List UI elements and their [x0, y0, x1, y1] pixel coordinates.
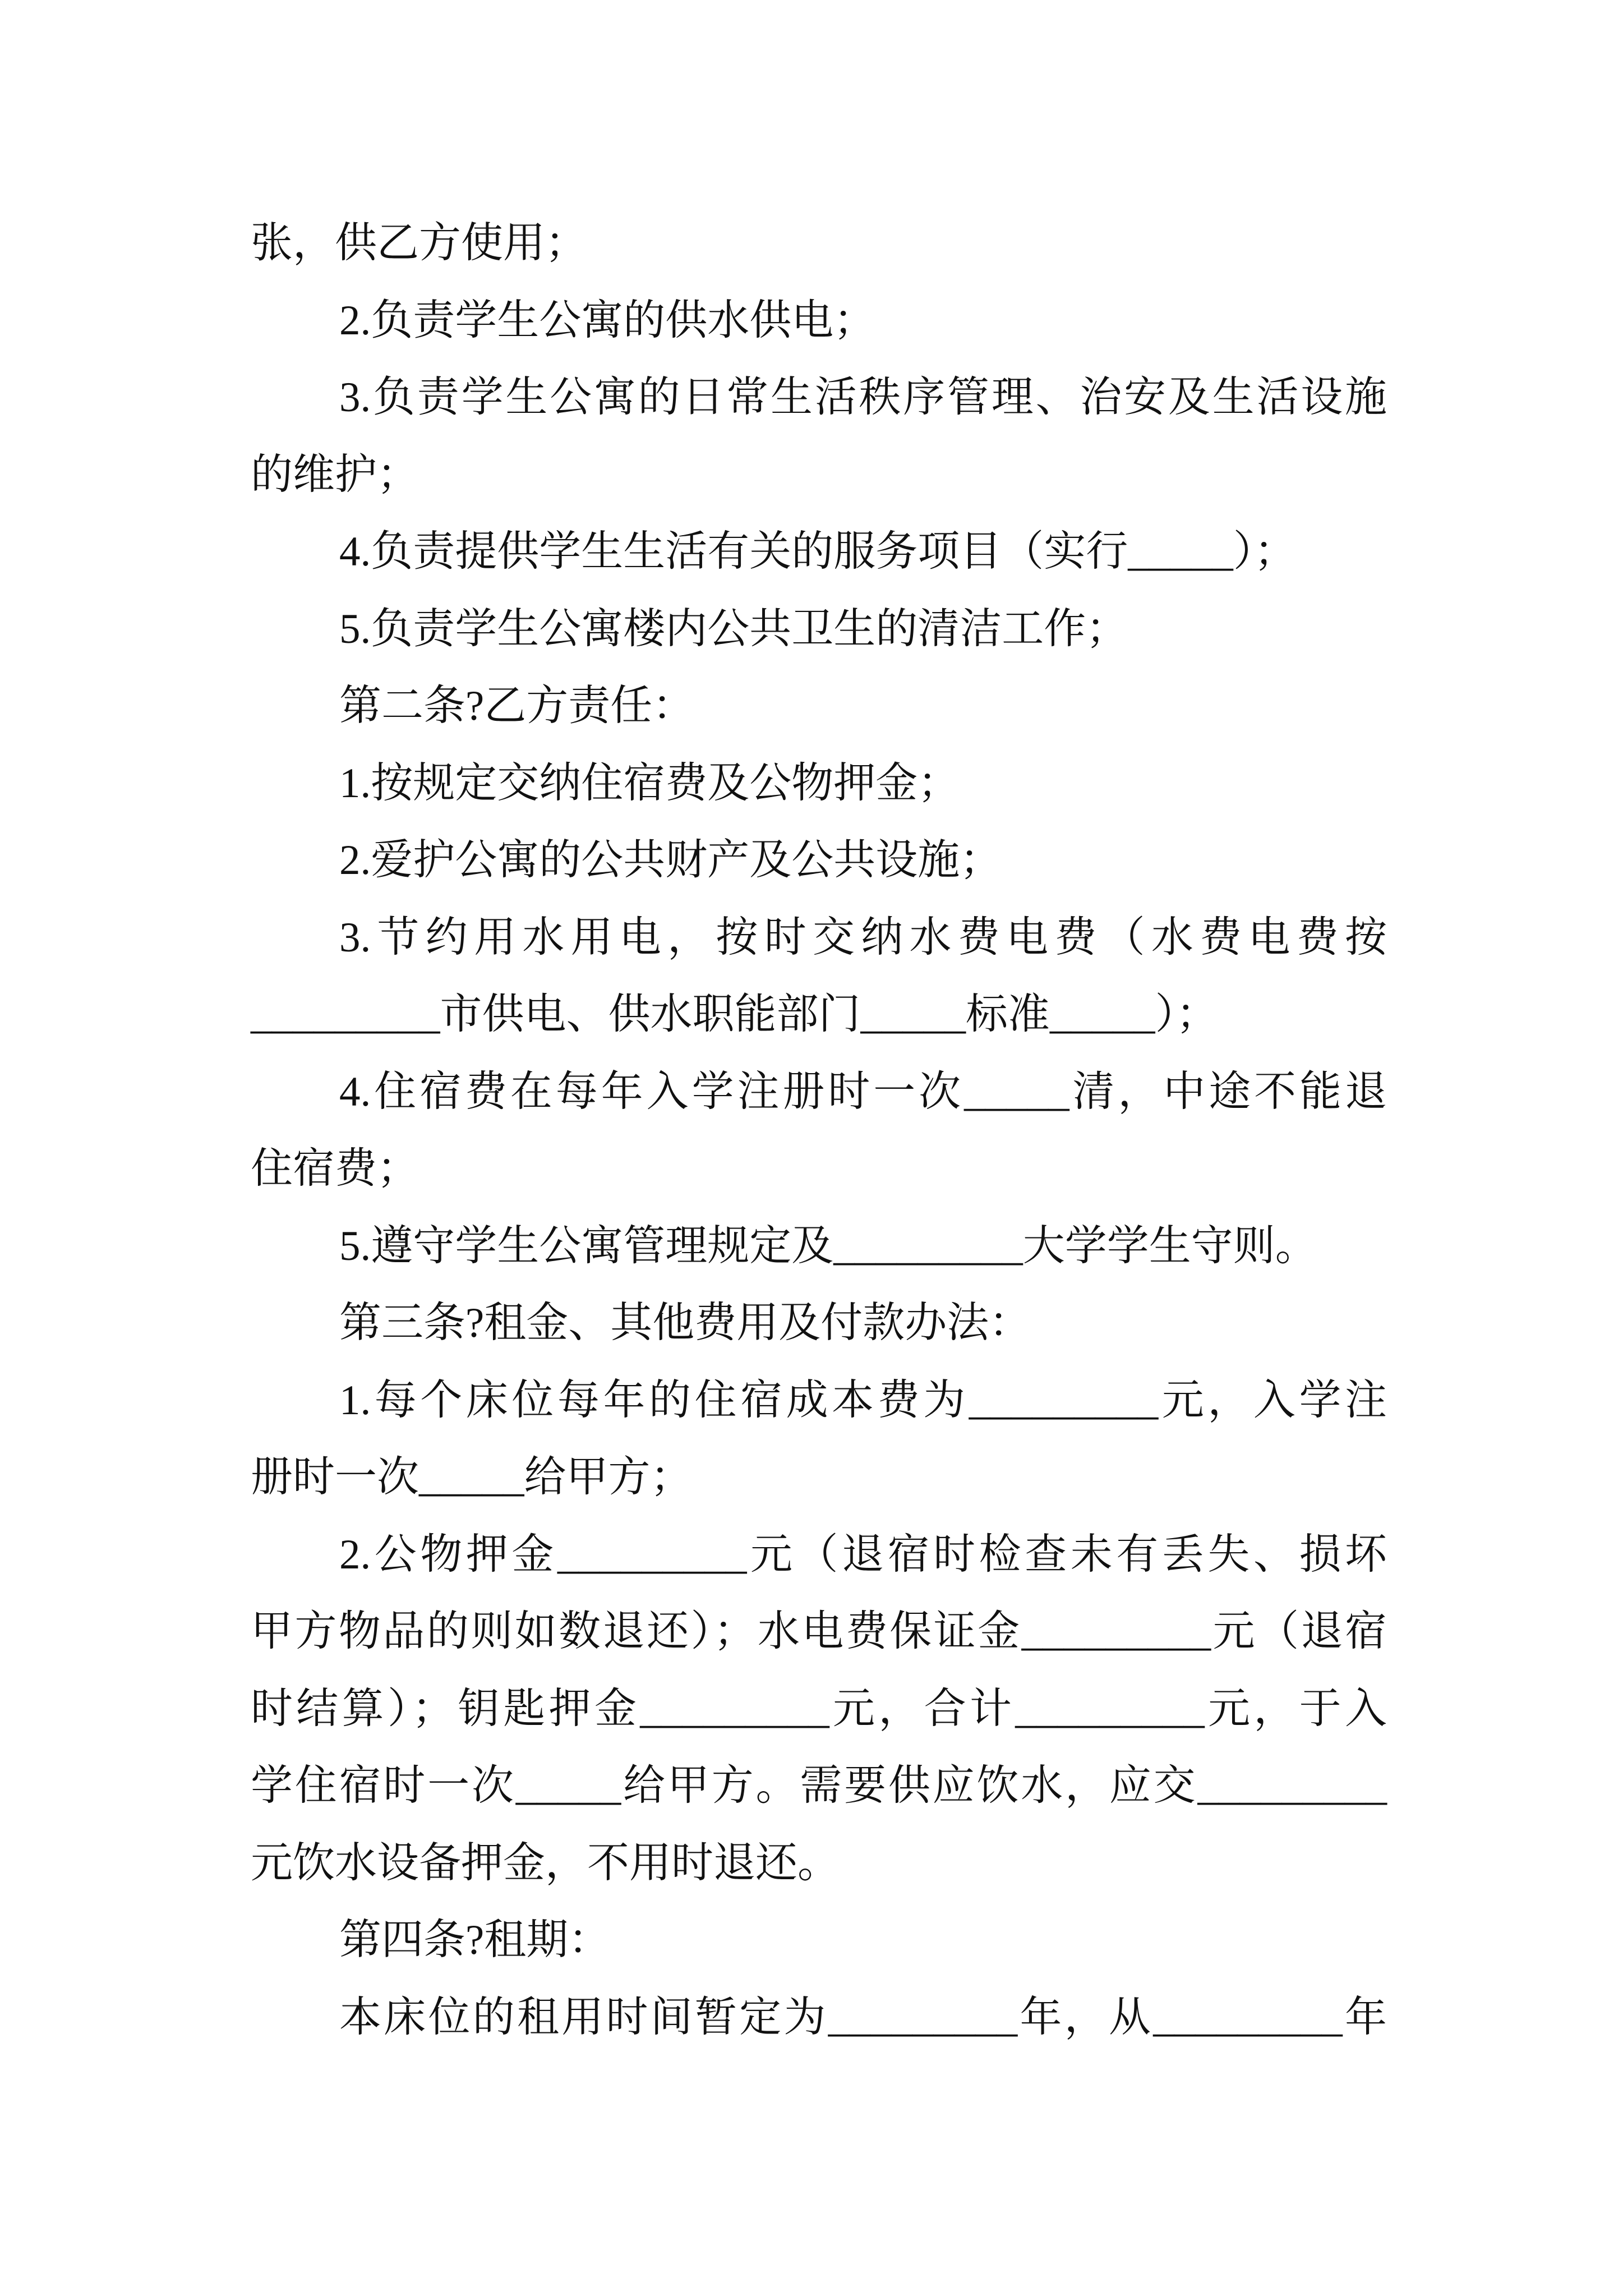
text-line: 3.负责学生公寓的日常生活秩序管理、治安及生活设施	[339, 374, 1387, 421]
text-line: 1.每个床位每年的住宿成本费为_________元，入学注	[339, 1377, 1387, 1424]
text-line: _________市供电、供水职能部门_____标准_____）；	[251, 991, 1219, 1038]
text-line: 2.爱护公寓的公共财产及公共设施；	[339, 837, 1002, 884]
section-heading: 第四条?租期：	[339, 1917, 611, 1963]
text-line: 学住宿时一次_____给甲方。需要供应饮水，应交_________	[251, 1763, 1387, 1809]
text-line: 5.遵守学生公寓管理规定及_________大学学生守则。	[339, 1222, 1317, 1269]
text-line: 册时一次_____给甲方；	[251, 1454, 693, 1501]
text-line: 时结算）；钥匙押金_________元，合计_________元，于入	[251, 1685, 1387, 1732]
text-line: 本床位的租用时间暂定为_________年，从_________年	[339, 1994, 1387, 2041]
text-line: 元饮水设备押金，不用时退还。	[251, 1839, 840, 1887]
section-heading: 第三条?租金、其他费用及付款办法：	[339, 1300, 1031, 1346]
text-line: 甲方物品的则如数退还）；水电费保证金_________元（退宿	[251, 1608, 1387, 1655]
document-body	[251, 205, 1387, 2056]
text-line: 5.负责学生公寓楼内公共卫生的清洁工作；	[339, 605, 1128, 652]
text-line: 4.负责提供学生生活有关的服务项目（实行_____）；	[339, 528, 1297, 575]
text-line: 的维护；	[251, 451, 419, 498]
text-line: 2.负责学生公寓的供水供电；	[339, 297, 876, 344]
text-line: 住宿费；	[251, 1145, 419, 1192]
text-line: 1.按规定交纳住宿费及公物押金；	[339, 760, 960, 807]
text-line: 3.节约用水用电，按时交纳水费电费（水费电费按	[339, 914, 1387, 961]
text-line: 2.公物押金_________元（退宿时检查未有丢失、损坏	[339, 1531, 1387, 1578]
text-line: 4.住宿费在每年入学注册时一次_____清，中途不能退	[339, 1068, 1387, 1115]
section-heading: 第二条?乙方责任：	[339, 683, 695, 729]
text-line: 张，供乙方使用；	[251, 220, 588, 266]
